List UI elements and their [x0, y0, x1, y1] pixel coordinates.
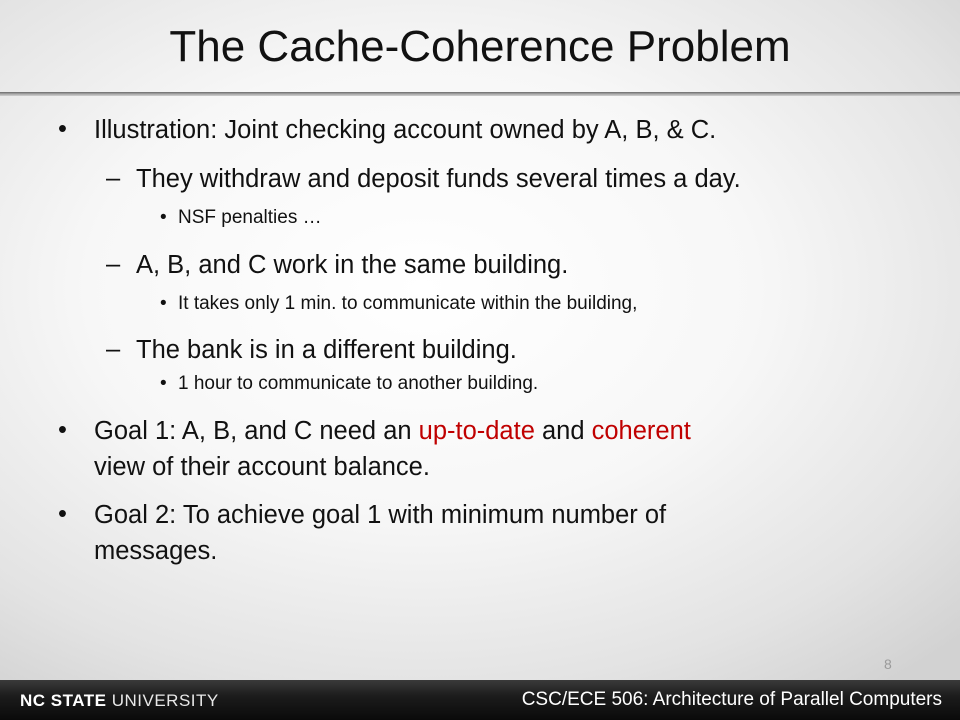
course-title: CSC/ECE 506: Architecture of Parallel Computers	[521, 689, 942, 710]
university-logo	[20, 691, 219, 711]
logo-text-bold: NC STATE	[20, 691, 107, 710]
sub-bullet-withdraw: They withdraw and deposit funds several times a day.	[136, 165, 741, 193]
goal-1-highlight-coherent: coherent	[591, 417, 691, 445]
goal-1-text-and: and	[534, 417, 592, 445]
logo-text-thin: UNIVERSITY	[106, 691, 219, 710]
footer-bar	[0, 680, 960, 720]
sub-bullet-marker: •	[160, 293, 167, 314]
sub-sub-bullet-one-hour: 1 hour to communicate to another building.	[178, 373, 539, 394]
sub-sub-bullet-one-minute: It takes only 1 min. to communicate within the building,	[178, 293, 638, 314]
goal-1-text: Goal 1: A, B, and C need an	[94, 417, 419, 445]
bullet-marker: •	[58, 500, 67, 528]
goal-1-highlight-up-to-date: up-to-date	[418, 417, 535, 445]
bullet-marker: •	[58, 115, 67, 143]
dash-marker: –	[106, 164, 121, 192]
bullet-marker: •	[58, 416, 67, 444]
sub-sub-bullet-nsf: NSF penalties …	[178, 207, 322, 228]
page-number: 8	[884, 656, 892, 672]
title-divider	[0, 92, 960, 96]
slide-title: The Cache-Coherence Problem	[169, 22, 791, 71]
bullet-goal-2-continued: messages.	[94, 537, 218, 565]
dash-marker: –	[106, 250, 121, 278]
sub-bullet-bank: The bank is in a different building.	[136, 336, 517, 364]
sub-bullet-marker: •	[160, 207, 167, 228]
bullet-goal-2: Goal 2: To achieve goal 1 with minimum number of	[94, 501, 667, 529]
dash-marker: –	[106, 335, 121, 363]
bullet-illustration: Illustration: Joint checking account owned by A, B, & C.	[94, 116, 717, 144]
bullet-goal-1	[94, 417, 691, 446]
sub-bullet-marker: •	[160, 373, 167, 394]
sub-bullet-same-building: A, B, and C work in the same building.	[136, 251, 569, 279]
bullet-goal-1-continued: view of their account balance.	[94, 453, 430, 481]
